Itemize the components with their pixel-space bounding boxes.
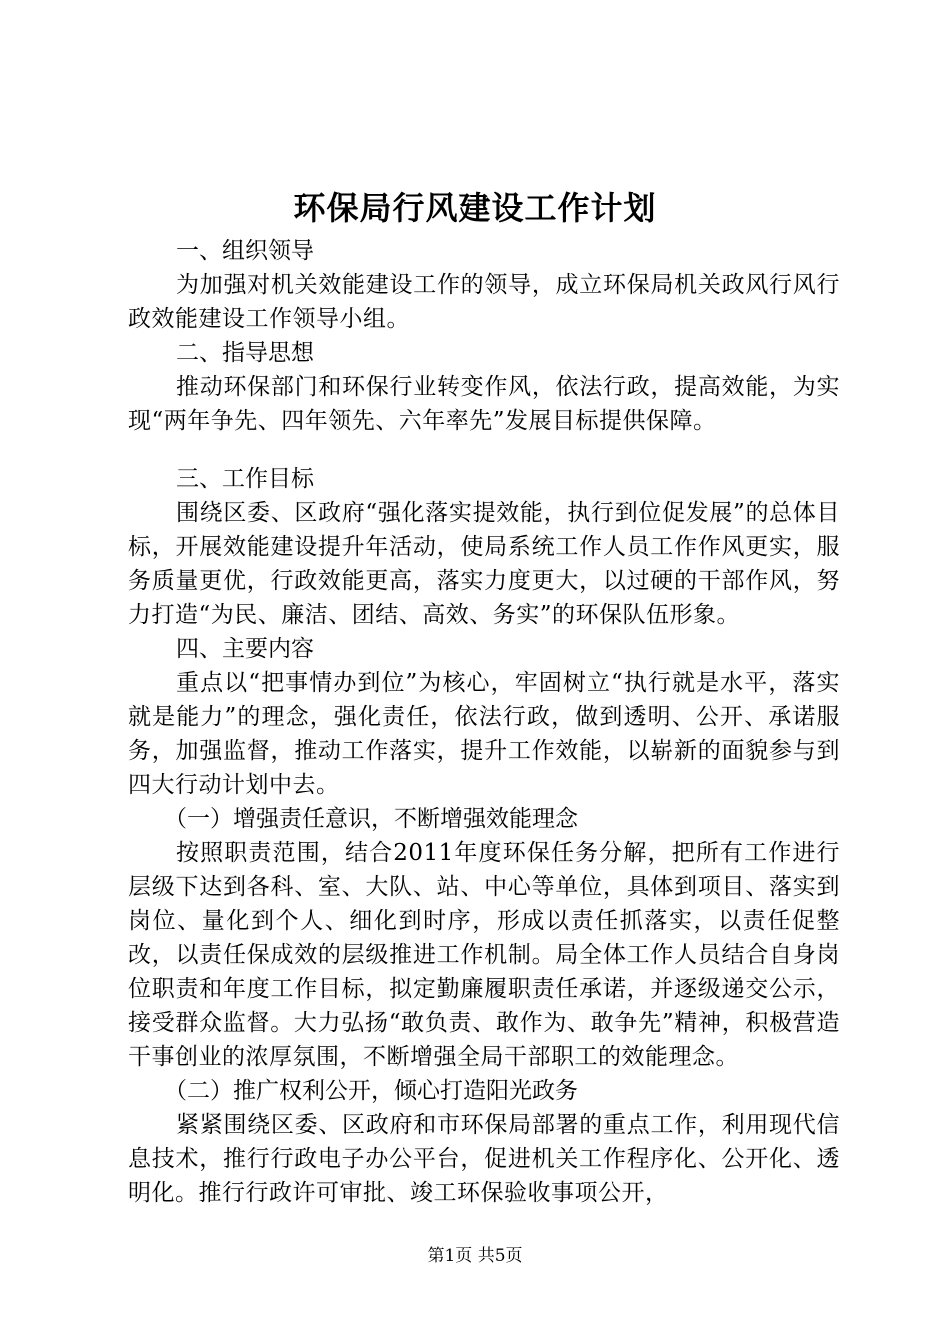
section-paragraph-main-content: 重点以“把事情办到位”为核心，牢固树立“执行就是水平，落实就是能力”的理念，强化责任，依法行政，做到透明、公开、承诺服务，加强监督，推动工作落实，提升工作效能，以崭新的面貌参与到四大行动计划中去。 <box>128 670 840 798</box>
subsection-paragraph-open-government: 紧紧围绕区委、区政府和市环保局部署的重点工作，利用现代信息技术，推行行政电子办公平台，促进机关工作程序化、公开化、透明化。推行行政许可审批、竣工环保验收事项公开， <box>128 1112 840 1206</box>
section-paragraph-guiding-thought: 推动环保部门和环保行业转变作风，依法行政，提高效能，为实现“两年争先、四年领先、六年率先”发展目标提供保障。 <box>128 374 840 434</box>
section-paragraph-organization: 为加强对机关效能建设工作的领导，成立环保局机关政风行风行政效能建设工作领导小组。 <box>128 272 840 332</box>
subsection-heading-responsibility: （一）增强责任意识，不断增强效能理念 <box>164 806 578 832</box>
section-heading-work-goals: 三、工作目标 <box>176 466 314 492</box>
document-title: 环保局行风建设工作计划 <box>293 189 657 227</box>
subsection-paragraph-responsibility: 按照职责范围，结合2011年度环保任务分解，把所有工作进行层级下达到各科、室、大队、站、中心等单位，具体到项目、落实到岗位、量化到个人、细化到时序，形成以责任抓落实，以责任促整改，以责任保成效的层级推进工作机制。局全体工作人员结合自身岗位职责和年度工作目标，拟定勤廉履职责任承诺，并逐级递交公示，接受群众监督。大力弘扬“敢负责、敢作为、敢争先”精神，积极营造干事创业的浓厚氛围，不断增强全局干部职工的效能理念。 <box>128 840 840 1070</box>
document-body <box>128 234 840 1210</box>
section-spacer <box>128 438 840 462</box>
section-heading-organization: 一、组织领导 <box>176 238 314 264</box>
subsection-heading-open-government: （二）推广权利公开，倾心打造阳光政务 <box>164 1078 578 1104</box>
page-footer: 第1页 共5页 <box>427 1246 523 1266</box>
section-heading-main-content: 四、主要内容 <box>176 636 314 662</box>
section-paragraph-work-goals: 围绕区委、区政府“强化落实提效能，执行到位促发展”的总体目标，开展效能建设提升年活动，使局系统工作人员工作作风更实，服务质量更优，行政效能更高，落实力度更大，以过硬的干部作风，努力打造“为民、廉洁、团结、高效、务实”的环保队伍形象。 <box>128 500 840 628</box>
section-heading-guiding-thought: 二、指导思想 <box>176 340 314 366</box>
